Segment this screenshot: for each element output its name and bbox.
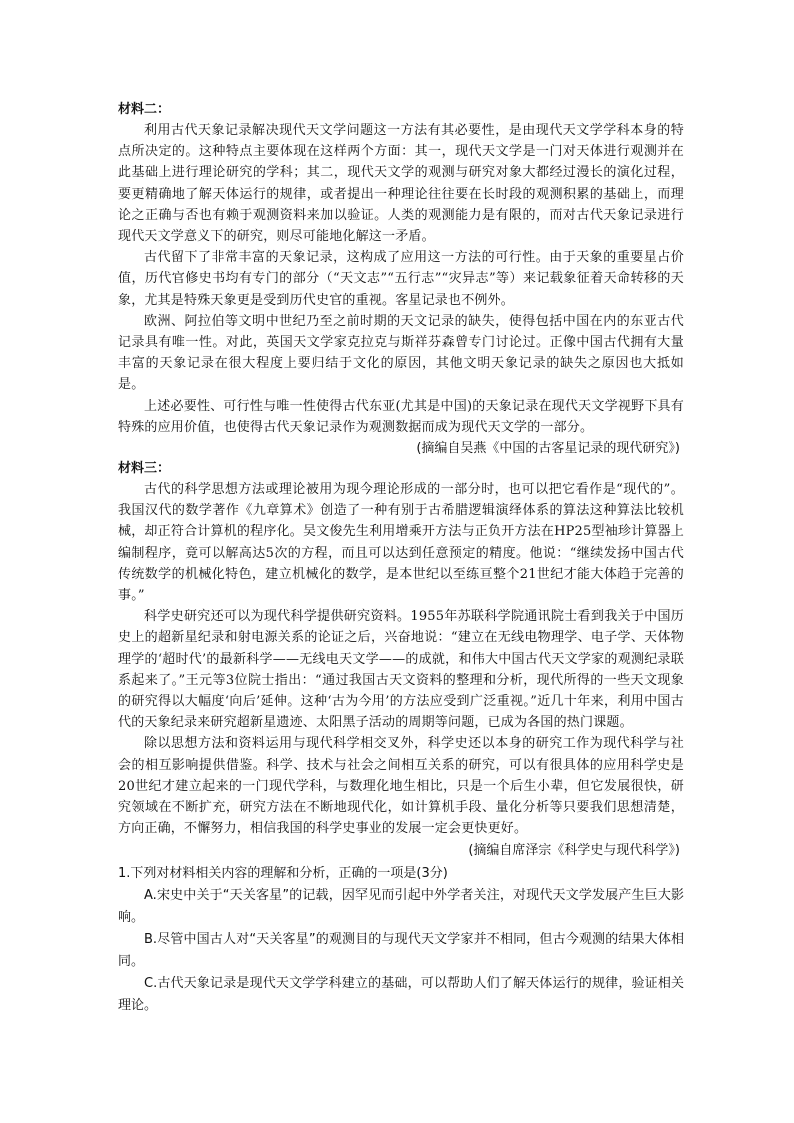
material-two-section	[118, 100, 684, 459]
exam-page	[118, 100, 684, 1017]
material-two-paragraph-1: 利用古代天象记录解决现代天文学问题这一方法有其必要性，是由现代天文学学科本身的特点所决定的。这种特点主要体现在这样两个方面：其一，现代天文学是一门对天体进行观测并在此基础上进行理论研究的学科；其二，现代天文学的观测与研究对象大都经过漫长的演化过程，要更精确地了解天体运行的规律，或者提出一种理论往往要在长时段的观测积累的基础上，而理论之正确与否也有赖于观测资料来加以验证。人类的观测能力是有限的，而对古代天象记录进行现代天文学意义下的研究，则尽可能地化解这一矛盾。	[118, 123, 684, 245]
material-two-title: 材料二：	[118, 102, 171, 117]
question-option-b: B.尽管中国古人对“天关客星”的观测目的与现代天文学家并不相同，但古今观测的结果大体相同。	[118, 931, 684, 969]
material-three-source: (摘编自席泽宗《科学史与现代科学》)	[468, 842, 680, 858]
question-option-c: C.古代天象记录是现代天文学学科建立的基础，可以帮助人们了解天体运行的规律，验证相关理论。	[118, 975, 684, 1013]
material-three-paragraph-2: 科学史研究还可以为现代科学提供研究资料。1955年苏联科学院通讯院士看到我关于中国历史上的超新星纪录和射电源关系的论证之后，兴奋地说：“建立在无线电物理学、电子学、天体物理学的‘超时代’的最新科学——无线电天文学——的成就，和伟大中国古代天文学家的观测纪录联系起来了。”王元等3位院士指出：“通过我国古天文资料的整理和分析，现代所得的一些天文现象的研究得以大幅度‘向后’延伸。这种‘古为今用’的方法应受到广泛重视。”近几十年来，利用中国古代的天象纪录来研究超新星遗迹、太阳黑子活动的周期等问题，已成为各国的热门课题。	[118, 609, 684, 731]
material-two-paragraph-2: 古代留下了非常丰富的天象记录，这构成了应用这一方法的可行性。由于天象的重要星占价值，历代官修史书均有专门的部分（“天文志”“五行志”“灾异志”等）来记载象征着天命转移的天象，尤其是特殊天象更是受到历代史官的重视。客星记录也不例外。	[118, 250, 684, 308]
question-stem: 1.下列对材料相关内容的理解和分析，正确的一项是(3分)	[118, 865, 448, 881]
material-two-source: (摘编自吴燕《中国的古客星记录的现代研究》)	[416, 441, 680, 457]
material-three-title: 材料三：	[118, 461, 171, 477]
material-two-paragraph-4: 上述必要性、可行性与唯一性使得古代东亚(尤其是中国)的天象记录在现代天文学视野下具有特殊的应用价值，也使得古代天象记录作为观测数据而成为现代天文学的一部分。	[118, 398, 684, 435]
material-three-section	[118, 459, 684, 860]
material-three-paragraph-3: 除以思想方法和资料运用与现代科学相交叉外，科学史还以本身的研究工作为现代科学与社会的相互影响提供借鉴。科学、技术与社会之间相互关系的研究，可以有很具体的应用科学史是20世纪才建立起来的一门现代学科，与数理化地生相比，只是一个后生小辈，但它发展很快，研究领域在不断扩充，研究方法在不断地现代化，如计算机手段、量化分析等只要我们思想清楚，方向正确，不懈努力，相信我国的科学史事业的发展一定会更快更好。	[118, 736, 684, 837]
question-one	[118, 863, 684, 1017]
material-three-paragraph-1: 古代的科学思想方法或理论被用为现今理论形成的一部分时，也可以把它看作是“现代的”。我国汉代的数学著作《九章算术》创造了一种有别于古希腊逻辑演绎体系的算法这种算法比较机械，却正符合计算机的程序化。吴文俊先生利用增乘开方法与正负开方法在HP25型袖珍计算器上编制程序，竟可以解高达5次的方程，而且可以达到任意预定的精度。他说：“继续发扬中国古代传统数学的机械化特色，建立机械化的数学，是本世纪以至练亘整个21世纪才能大体趋于完善的事。”	[118, 482, 684, 604]
question-option-a: A.宋史中关于“天关客星”的记载，因罕见而引起中外学者关注，对现代天文学发展产生巨大影响。	[118, 887, 684, 925]
material-two-paragraph-3: 欧洲、阿拉伯等文明中世纪乃至之前时期的天文记录的缺失，使得包括中国在内的东亚古代记录具有唯一性。对此，英国天文学家克拉克与斯祥芬森曾专门讨论过。正像中国古代拥有大量丰富的天象记录在很大程度上要归结于文化的原因，其他文明天象记录的缺失之原因也大抵如是。	[118, 313, 684, 393]
